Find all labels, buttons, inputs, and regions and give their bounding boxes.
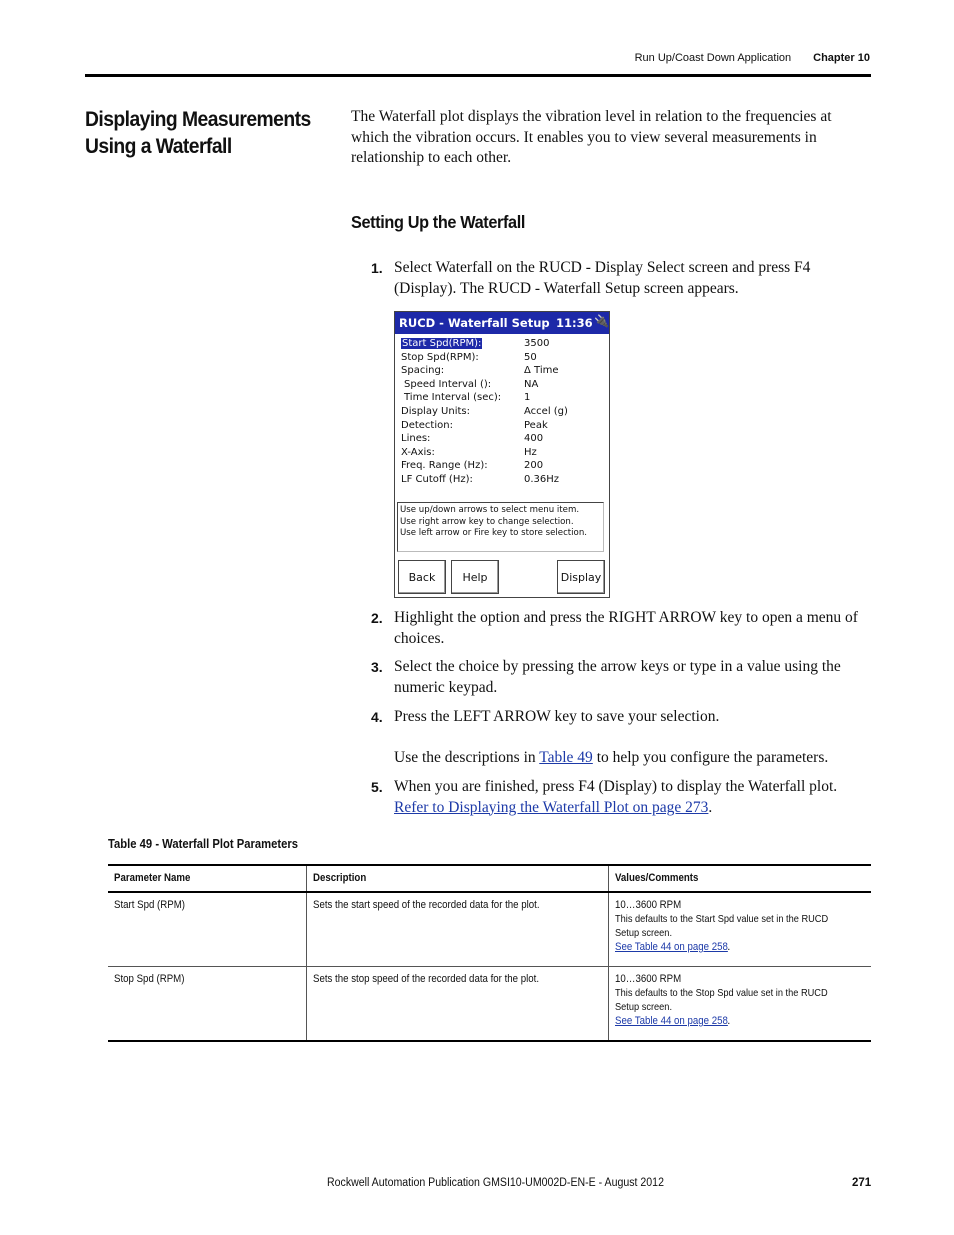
device-help-line: Use up/down arrows to select menu item.: [400, 505, 580, 515]
device-row-detection[interactable]: [401, 419, 601, 433]
device-row-value: 1: [524, 392, 531, 404]
device-row-value: 50: [524, 351, 537, 363]
device-row-label: Time Interval (sec):: [404, 392, 502, 404]
step-number: 4.: [371, 709, 383, 725]
intro-paragraph: The Waterfall plot displays the vibration level in relation to the frequencies at which the vibration occurs. It enables you to view several measurements in relationship to each other.: [351, 108, 832, 166]
table-49-link[interactable]: Table 49: [539, 749, 593, 766]
step-5: [371, 777, 871, 818]
parameters-table: [108, 864, 871, 1042]
column-header: Values/Comments: [608, 865, 871, 892]
device-display-button[interactable]: Display: [557, 560, 605, 594]
description-cell: Sets the start speed of the recorded data for the plot.: [307, 892, 609, 967]
device-row-start-spd[interactable]: [401, 337, 601, 351]
step-text: When you are finished, press F4 (Display) to display the Waterfall plot.: [394, 778, 838, 795]
step-number: 3.: [371, 659, 383, 675]
value-range: 10…3600 RPM: [614, 973, 682, 985]
step-text: .: [708, 798, 713, 816]
param-name-cell: Start Spd (RPM): [108, 892, 307, 967]
device-row-value: 200: [524, 460, 544, 472]
device-row-label: Lines:: [401, 433, 431, 445]
device-title: RUCD - Waterfall Setup: [399, 316, 550, 330]
table-44-link[interactable]: See Table 44 on page 258: [614, 941, 728, 953]
device-row-value: 3500: [524, 338, 550, 349]
value-note: This defaults to the Stop Spd value set in the RUCD Setup screen.: [614, 987, 828, 1013]
device-row-value: Hz: [524, 446, 537, 458]
device-title-bar: [395, 312, 609, 334]
header-section: Run Up/Coast Down Application: [634, 52, 792, 64]
device-row-label: Spacing:: [401, 365, 445, 377]
device-back-button[interactable]: Back: [398, 560, 446, 594]
step-text: Select the choice by pressing the arrow keys or type in a value using the numeric keypad.: [394, 658, 841, 696]
step-1: [371, 258, 871, 299]
device-row-lf-cutoff[interactable]: [401, 473, 601, 487]
device-row-spacing[interactable]: [401, 364, 601, 378]
column-header: Parameter Name: [108, 865, 307, 892]
table-44-link[interactable]: See Table 44 on page 258: [614, 1015, 728, 1027]
device-row-value: NA: [524, 378, 539, 390]
step-text: Select Waterfall on the RUCD - Display Select screen and press F4 (Display). The RUCD - Waterfall Setup screen appears.: [394, 259, 811, 297]
power-plug-icon: 🔌: [594, 314, 609, 328]
step-number: 2.: [371, 610, 383, 626]
value-range: 10…3600 RPM: [614, 899, 682, 911]
device-row-value: 400: [524, 433, 544, 445]
note-text: Use the descriptions in: [394, 749, 540, 766]
device-row-time-interval[interactable]: [401, 391, 601, 405]
table-header-row: [108, 865, 871, 892]
column-header: Description: [307, 865, 609, 892]
device-parameter-list: [401, 337, 601, 487]
device-row-value: Peak: [524, 419, 548, 431]
running-header: [635, 52, 870, 64]
device-row-value: Δ Time: [524, 365, 559, 377]
device-row-value: 0.36Hz: [524, 473, 560, 485]
device-row-freq-range[interactable]: [401, 459, 601, 473]
device-row-speed-interval[interactable]: [401, 378, 601, 392]
section-title: Displaying Measurements Using a Waterfall: [85, 108, 311, 158]
values-cell: 10…3600 RPM This defaults to the Start Spd value set in the RUCD Setup screen. See Table 44 on page 258.: [608, 892, 871, 967]
table-caption: Table 49 - Waterfall Plot Parameters: [108, 837, 299, 851]
device-row-lines[interactable]: [401, 432, 601, 446]
device-row-label: Stop Spd(RPM):: [401, 351, 479, 363]
device-row-stop-spd[interactable]: [401, 351, 601, 365]
step-2: [371, 608, 871, 649]
description-cell: Sets the stop speed of the recorded data for the plot.: [307, 967, 609, 1042]
step-4-note: [371, 748, 871, 769]
header-rule: [85, 74, 871, 77]
device-row-label: X-Axis:: [401, 446, 435, 458]
device-screenshot: [394, 311, 610, 598]
device-row-label: LF Cutoff (Hz):: [401, 473, 473, 485]
device-row-label: Freq. Range (Hz):: [401, 460, 488, 472]
device-row-label: Start Spd(RPM):: [402, 338, 482, 349]
step-4: [371, 707, 871, 728]
step-text: Press the LEFT ARROW key to save your selection.: [394, 708, 720, 725]
note-text: to help you configure the parameters.: [592, 749, 829, 766]
step-number: 1.: [371, 260, 383, 276]
device-help-line: Use left arrow or Fire key to store selection.: [400, 528, 587, 539]
value-note: This defaults to the Start Spd value set in the RUCD Setup screen.: [614, 913, 829, 939]
values-cell: 10…3600 RPM This defaults to the Stop Spd value set in the RUCD Setup screen. See Table 44 on page 258.: [608, 967, 871, 1042]
step-text: Highlight the option and press the RIGHT ARROW key to open a menu of choices.: [394, 609, 858, 647]
page-number: 271: [852, 1177, 872, 1189]
device-row-label: Speed Interval ():: [404, 378, 492, 390]
device-row-label: Display Units:: [401, 405, 470, 417]
device-row-display-units[interactable]: [401, 405, 601, 419]
waterfall-plot-link[interactable]: Refer to Displaying the Waterfall Plot on page 273: [394, 798, 709, 816]
device-help-line: Use right arrow key to change selection.: [400, 516, 574, 527]
header-chapter: Chapter 10: [813, 52, 870, 64]
param-name-cell: Stop Spd (RPM): [108, 967, 307, 1042]
device-row-label: Detection:: [401, 419, 453, 431]
device-clock: 11:36: [556, 316, 593, 330]
device-row-value: Accel (g): [524, 405, 568, 417]
step-number: 5.: [371, 779, 383, 795]
device-row-x-axis[interactable]: [401, 446, 601, 460]
table-row: [108, 967, 871, 1042]
device-help-box: [397, 502, 604, 552]
step-3: [371, 657, 871, 698]
subheading: Setting Up the Waterfall: [351, 212, 526, 232]
device-help-button[interactable]: Help: [451, 560, 499, 594]
publication-info: Rockwell Automation Publication GMSI10-UM002D-EN-E - August 2012: [327, 1177, 664, 1189]
table-row: [108, 892, 871, 967]
